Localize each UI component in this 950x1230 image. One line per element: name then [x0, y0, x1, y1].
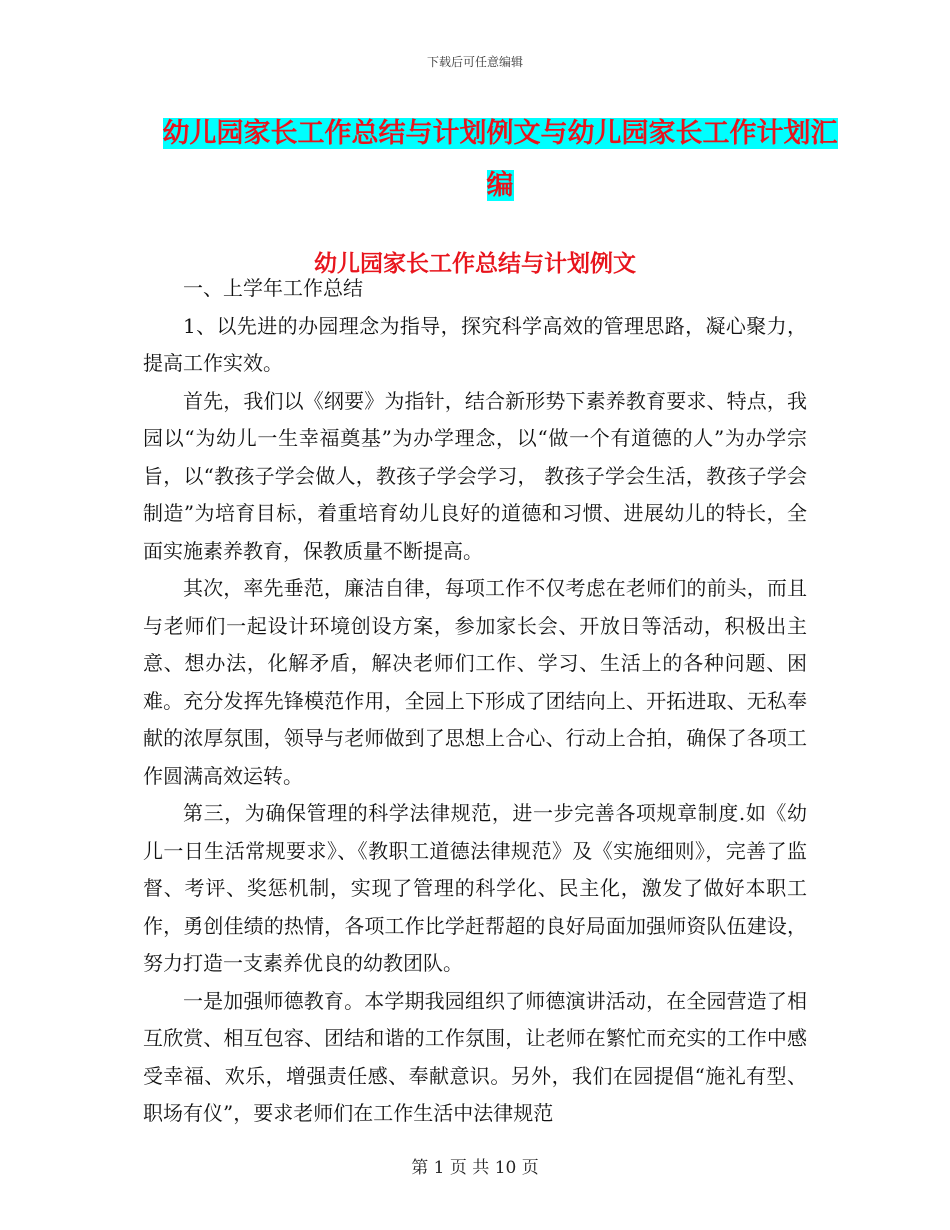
paragraph: 第三，为确保管理的科学法律规范，进一步完善各项规章制度.如《幼儿一日生活常规要求》、《教职工道德法律规范》及《实施细则》，完善了监督、考评、奖惩机制，实现了管理的科学化、民主化，激发了做好本职工作，勇创佳绩的热情，各项工作比学赶帮超的良好局面加强师资队伍建设，努力打造一支素养优良的幼教团队。 [143, 801, 807, 975]
paragraph: 其次，率先垂范，廉洁自律，每项工作不仅考虑在老师们的前头，而且与老师们一起设计环境创设方案，参加家长会、开放日等活动，积极出主意、想办法，化解矛盾，解决老师们工作、学习、生活上的各种问题、困难。充分发挥先锋模范作用，全园上下形成了团结向上、开拓进取、无私奉献的浓厚氛围，领导与老师做到了思想上合心、行动上合拍，确保了各项工作圆满高效运转。 [143, 576, 807, 788]
page-header: 下载后可任意编辑 [426, 55, 523, 69]
document-title-text: 幼儿园家长工作总结与计划例文与幼儿园家长工作计划汇编 [162, 118, 838, 201]
paragraph: 1、以先进的办园理念为指导，探究科学高效的管理思路，凝心聚力，提高工作实效。 [143, 313, 807, 375]
section-title: 幼儿园家长工作总结与计划例文 [314, 251, 636, 277]
document-title [150, 108, 850, 212]
paragraph: 首先，我们以《纲要》为指针，结合新形势下素养教育要求、特点，我园以“为幼儿一生幸福奠基”为办学理念，以“做一个有道德的人”为办学宗旨，以“教孩子学会做人，教孩子学会学习， 教孩子学会生活，教孩子学会制造”为培育目标，着重培育幼儿良好的道德和习惯、进展幼儿的特长，全面实施素养教育，保教质量不断提高。 [143, 388, 807, 563]
paragraph-heading: 一、上学年工作总结 [183, 276, 363, 300]
document-body [143, 270, 807, 1133]
paragraph: 一是加强师德教育。本学期我园组织了师德演讲活动，在全园营造了相互欣赏、相互包容、团结和谐的工作氛围，让老师在繁忙而充实的工作中感受幸福、欢乐，增强责任感、奉献意识。另外，我们在园提倡“施礼有型、职场有仪”，要求老师们在工作生活中法律规范 [143, 988, 807, 1125]
page-footer: 第 1 页 共 10 页 [411, 1158, 539, 1178]
